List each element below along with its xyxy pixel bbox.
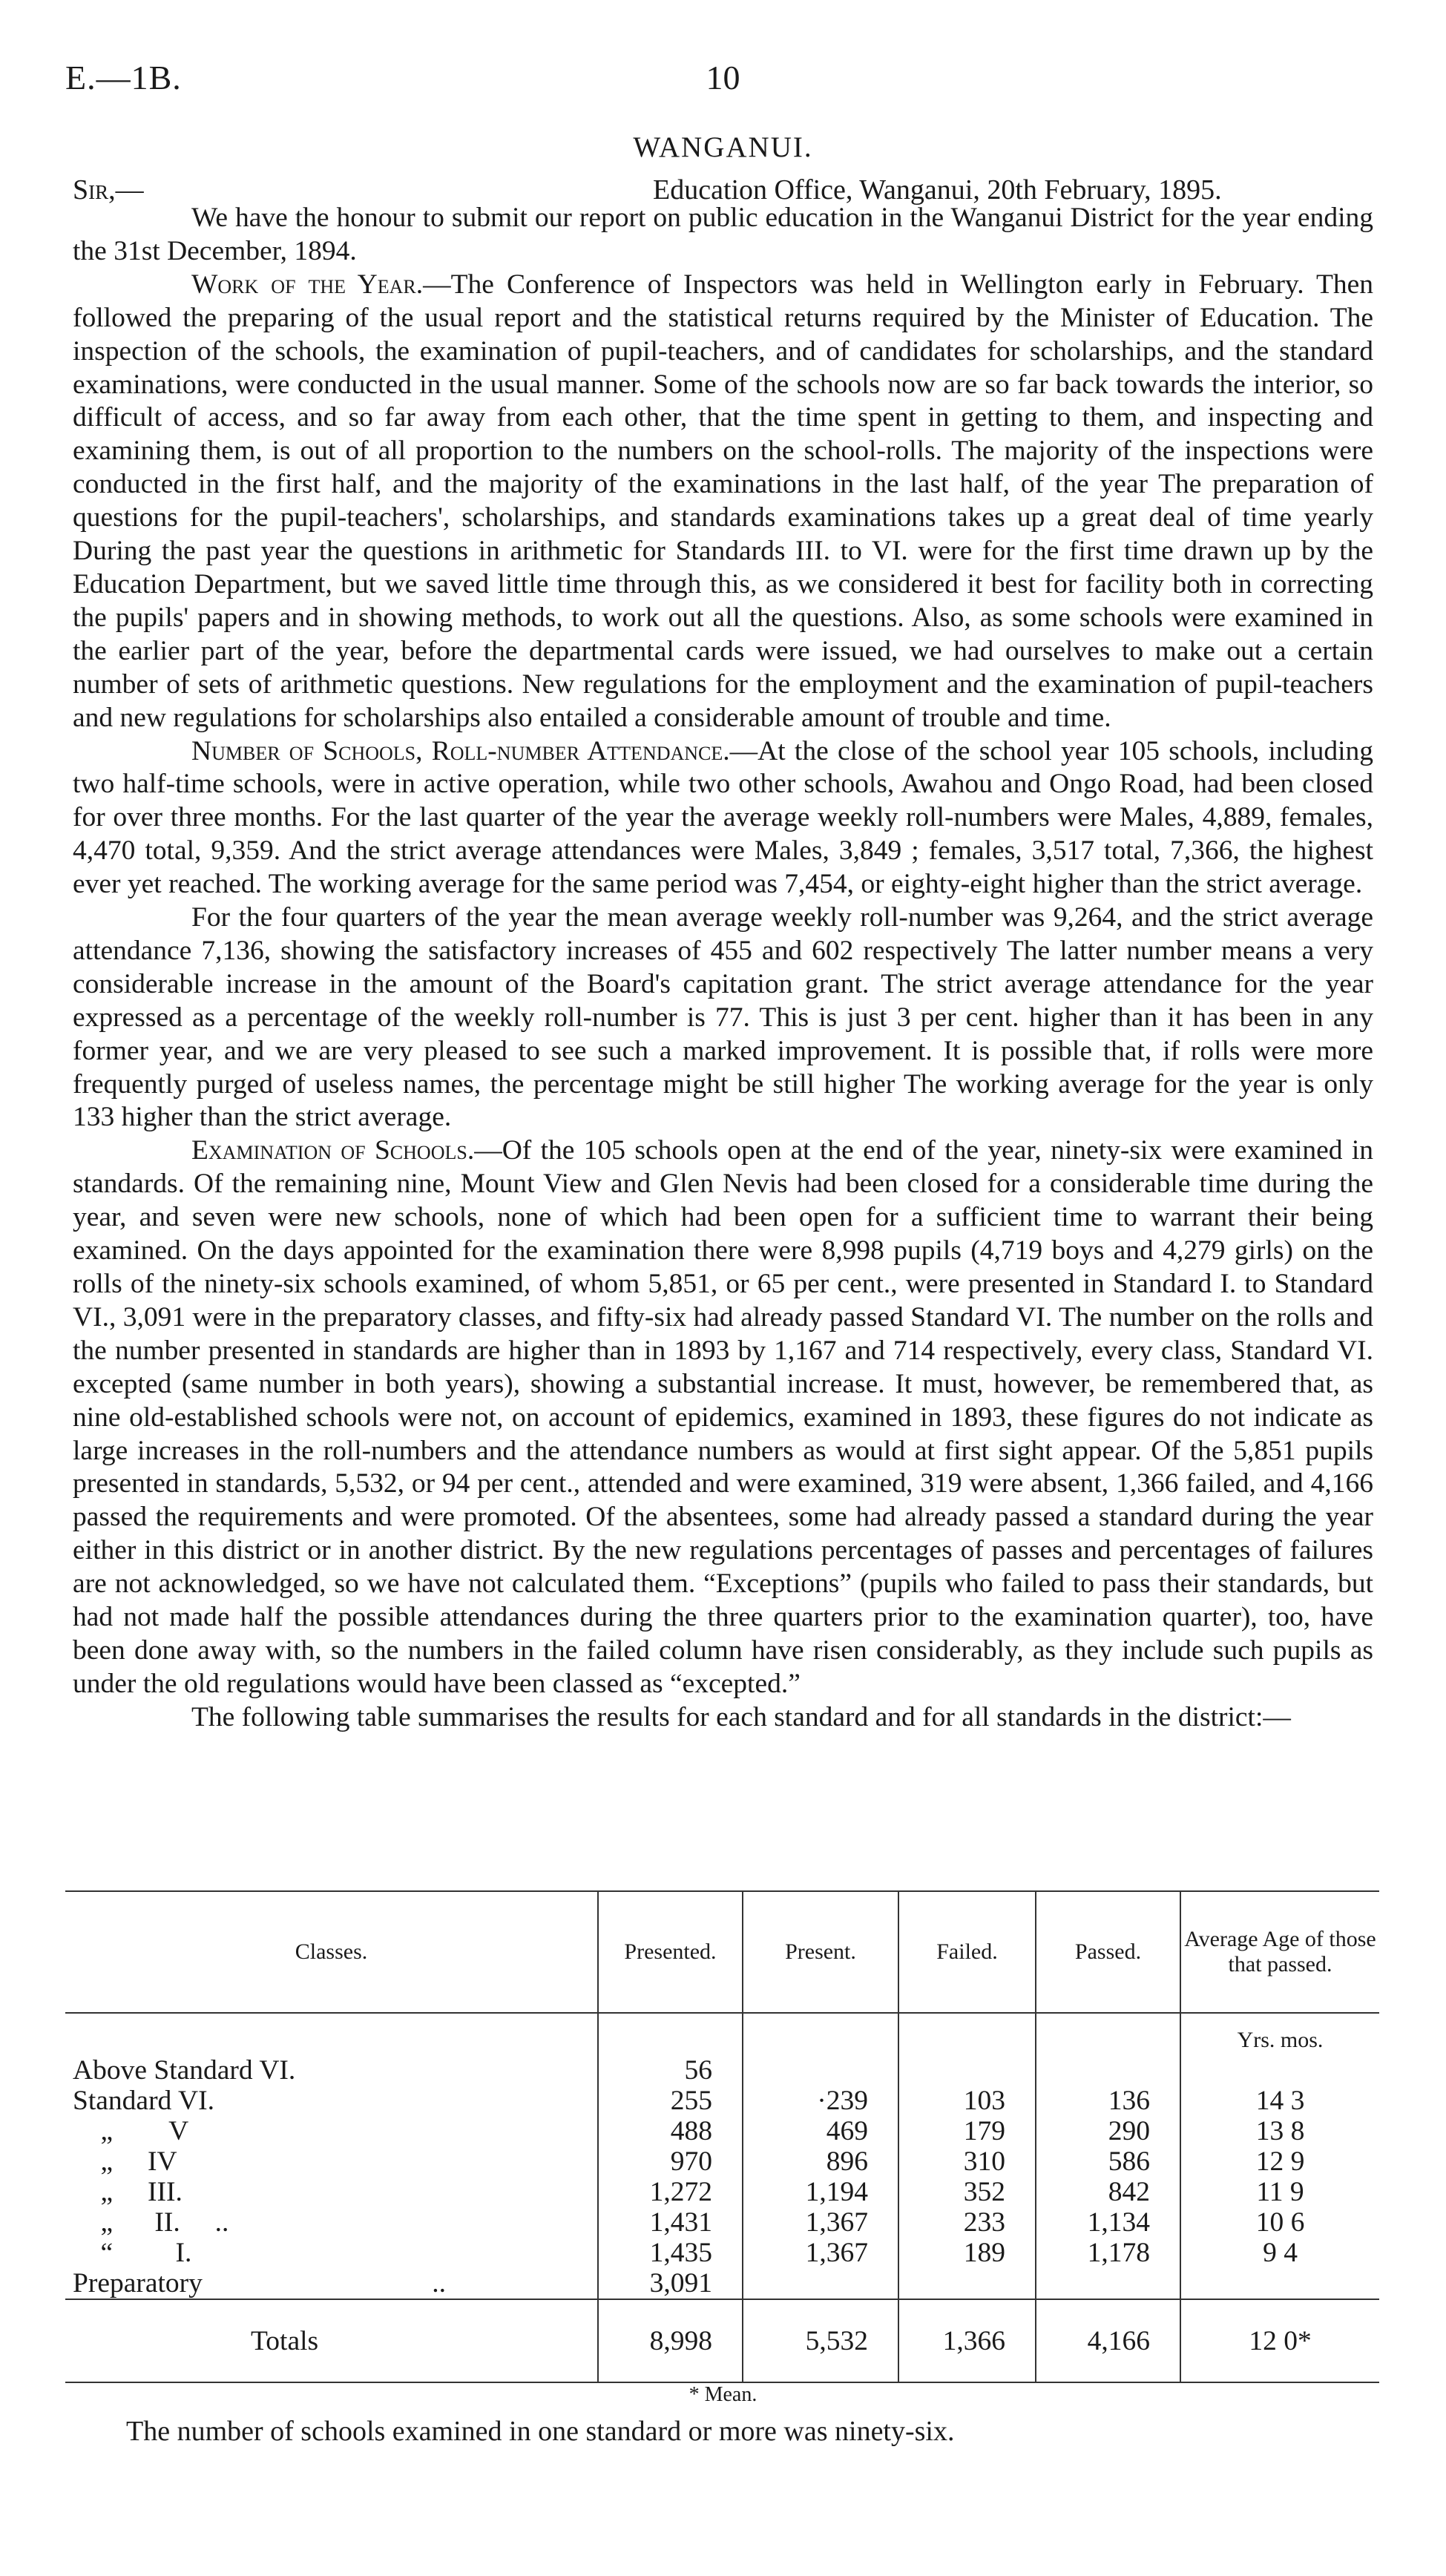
cell-present: 1,367 <box>743 2207 898 2238</box>
age-units: Yrs. mos. <box>1180 2013 1379 2055</box>
cell-presented: 1,272 <box>598 2177 743 2207</box>
work-of-year-paragraph <box>73 269 1373 735</box>
cell-failed: 233 <box>898 2207 1036 2238</box>
cell-present: 1,194 <box>743 2177 898 2207</box>
closing-sentence: The number of schools examined in one standard or more was ninety-six. <box>126 2416 955 2447</box>
number-of-schools-text: —At the close of the school year 105 schools, including two half-time schools, were in active operation, while two other schools, Awahou and Ongo Road, had been closed for over three months. For the last quarter of the year the average weekly roll-numbers were Males, 4,889, females, 4,470 total, 9,359. And the strict average attendances were Males, 3,849 ; females, 3,517 total, 7,366, the highest ever yet reached. The working average for the same period was 7,454, or eighty-eight higher than the strict average. <box>73 735 1373 900</box>
cell-passed: 586 <box>1036 2146 1180 2177</box>
work-of-year-heading: Work of the Year. <box>191 269 424 300</box>
header-classes: Classes. <box>65 1891 598 2013</box>
cell-present <box>743 2268 898 2299</box>
cell-age: 14 3 <box>1180 2086 1379 2116</box>
cell-passed: 1,178 <box>1036 2238 1180 2268</box>
dateline: Education Office, Wanganui, 20th February, 1895. <box>653 174 1222 206</box>
cell-failed <box>898 2055 1036 2086</box>
report-title: WANGANUI. <box>633 131 813 163</box>
totals-present: 5,532 <box>743 2299 898 2382</box>
page-number: 10 <box>706 59 740 96</box>
cell-age <box>1180 2055 1379 2086</box>
totals-label: Totals <box>65 2299 598 2382</box>
table-row <box>65 2268 1379 2299</box>
cell-failed: 352 <box>898 2177 1036 2207</box>
cell-failed: 103 <box>898 2086 1036 2116</box>
cell-age: 13 8 <box>1180 2116 1379 2146</box>
totals-failed: 1,366 <box>898 2299 1036 2382</box>
cell-presented: 255 <box>598 2086 743 2116</box>
cell-passed: 842 <box>1036 2177 1180 2207</box>
results-table <box>65 1890 1379 2383</box>
number-of-schools-heading: Number of Schools, Roll-number Attendance. <box>191 735 730 766</box>
cell-passed <box>1036 2268 1180 2299</box>
cell-present: 469 <box>743 2116 898 2146</box>
header-present: Present. <box>743 1891 898 2013</box>
table-row <box>65 2055 1379 2086</box>
header-average-age: Average Age of those that passed. <box>1180 1891 1379 2013</box>
cell-presented: 488 <box>598 2116 743 2146</box>
cell-present <box>743 2055 898 2086</box>
table-row <box>65 2116 1379 2146</box>
cell-class: „ III. <box>73 2177 183 2207</box>
totals-presented: 8,998 <box>598 2299 743 2382</box>
report-body <box>73 202 1373 1735</box>
cell-class: “ I. <box>73 2238 192 2268</box>
table-row <box>65 2177 1379 2207</box>
work-of-year-text: —The Conference of Inspectors was held in Wellington early in February. Then followed the preparing of the usual report and the statistical returns required by the Minister of Education. The inspection of the schools, the examination of pupil-teachers, and of candidates for scholarships, and the standard examinations, were conducted in the usual manner. Some of the schools now are so far back towards the interior, so difficult of access, and so far away from each other, that the time spent in getting to them, and inspecting and examining them, is out of all proportion to the numbers on the school-rolls. The majority of the inspections were conducted in the first half, and the majority of the examinations in the last half, of the year The preparation of questions for the pupil-teachers', scholarships, and standards examinations takes up a great deal of time yearly During the past year the questions in arithmetic for Standards III. to VI. were for the first time drawn up by the Education Department, but we saved little time through this, as we considered it best for facility both in correcting the pupils' papers and in showing methods, to work out all the questions. Also, as some schools were examined in the earlier part of the year, before the departmental cards were issued, we had ourselves to make out a certain number of sets of arithmetic questions. New regulations for the employment and the examination of pupil-teachers and new regulations for scholarships also entailed a considerable amount of trouble and time. <box>73 269 1373 733</box>
cell-present: ·239 <box>743 2086 898 2116</box>
cell-presented: 3,091 <box>598 2268 743 2299</box>
header-presented: Presented. <box>598 1891 743 2013</box>
cell-failed <box>898 2268 1036 2299</box>
examination-paragraph <box>73 1134 1373 1701</box>
cell-presented: 1,431 <box>598 2207 743 2238</box>
examination-heading: Examination of Schools. <box>191 1135 475 1166</box>
intro-paragraph: We have the honour to submit our report on public education in the Wanganui District for the year ending the 31st December, 1894. <box>73 203 1373 266</box>
totals-age: 12 0* <box>1180 2299 1379 2382</box>
cell-age <box>1180 2268 1379 2299</box>
cell-presented: 970 <box>598 2146 743 2177</box>
cell-class: „ V <box>73 2116 189 2146</box>
salutation: Sir,— <box>73 174 144 206</box>
totals-row <box>65 2299 1379 2382</box>
table-intro-paragraph: The following table summarises the results for each standard and for all standards in the district:— <box>191 1701 1291 1732</box>
cell-class: Above Standard VI. <box>73 2055 296 2086</box>
cell-class: Standard VI. <box>73 2086 214 2116</box>
units-row <box>65 2013 1379 2055</box>
table-header-row <box>65 1891 1379 2013</box>
cell-age: 12 9 <box>1180 2146 1379 2177</box>
table-row <box>65 2238 1379 2268</box>
footnote: * Mean. <box>689 2383 757 2406</box>
cell-failed: 310 <box>898 2146 1036 2177</box>
cell-passed: 290 <box>1036 2116 1180 2146</box>
report-reference: E.—1B. <box>65 59 182 96</box>
table-row <box>65 2146 1379 2177</box>
examination-text: —Of the 105 schools open at the end of the year, ninety-six were examined in standards. Of the remaining nine, Mount View and Glen Nevis had been closed for a considerable time during the year, and seven were new schools, none of which had been open for a sufficient time to warrant their being examined. On the days appointed for the examination there were 8,998 pupils (4,719 boys and 4,279 girls) on the rolls of the ninety-six schools examined, of whom 5,851, or 65 per cent., were presented in Standard I. to Standard VI., 3,091 were in the preparatory classes, and fifty-six had already passed Standard VI. The number on the rolls and the number presented in standards are higher than in 1893 by 1,167 and 714 respectively, every class, Standard VI. excepted (same number in both years), showing a substantial increase. It must, however, be remembered that, as nine old-established schools were not, on account of epidemics, examined in 1893, these figures do not indicate as large increases in the roll-numbers and the attendance numbers as would at first sight appear. Of the 5,851 pupils presented in standards, 5,532, or 94 per cent., attended and were examined, 319 were absent, 1,366 failed, and 4,166 passed the requirements and were promoted. Of the absentees, some had already passed a standard during the year either in this district or in another district. By the new regulations percentages of passes and percentages of failures are not acknowledged, so we have not calculated them. “Exceptions” (pupils who failed to pass their standards, but had not made half the possible attendances during the three quarters prior to the examination quarter), too, have been done away with, so the numbers in the failed column have risen considerably, as they include such pupils as under the old regulations would have been classed as “excepted.” <box>73 1135 1373 1699</box>
cell-present: 896 <box>743 2146 898 2177</box>
cell-present: 1,367 <box>743 2238 898 2268</box>
four-quarters-paragraph: For the four quarters of the year the mean average weekly roll-number was 9,264, and the strict average attendance 7,136, showing the satisfactory increases of 455 and 602 respectively The latter number means a very considerable increase in the amount of the Board's capitation grant. The strict average attendance for the year expressed as a percentage of the weekly roll-number is 77. This is just 3 per cent. higher than it has been in any former year, and we are very pleased to see such a marked improvement. It is possible that, if rolls were more frequently purged of useless names, the percentage might be still higher The working average for the year is only 133 higher than the strict average. <box>73 902 1373 1133</box>
table-row <box>65 2207 1379 2238</box>
cell-class: „ IV <box>73 2146 177 2177</box>
cell-passed: 1,134 <box>1036 2207 1180 2238</box>
cell-presented: 1,435 <box>598 2238 743 2268</box>
cell-class: Preparatory .. <box>73 2268 447 2299</box>
cell-age: 10 6 <box>1180 2207 1379 2238</box>
results-table-container <box>65 1890 1379 2383</box>
cell-passed: 136 <box>1036 2086 1180 2116</box>
cell-failed: 179 <box>898 2116 1036 2146</box>
cell-class: „ II. .. <box>73 2207 229 2238</box>
header-failed: Failed. <box>898 1891 1036 2013</box>
cell-age: 9 4 <box>1180 2238 1379 2268</box>
header-passed: Passed. <box>1036 1891 1180 2013</box>
cell-failed: 189 <box>898 2238 1036 2268</box>
cell-presented: 56 <box>598 2055 743 2086</box>
table-row <box>65 2086 1379 2116</box>
totals-passed: 4,166 <box>1036 2299 1180 2382</box>
cell-passed <box>1036 2055 1180 2086</box>
cell-age: 11 9 <box>1180 2177 1379 2207</box>
number-of-schools-paragraph <box>73 735 1373 902</box>
